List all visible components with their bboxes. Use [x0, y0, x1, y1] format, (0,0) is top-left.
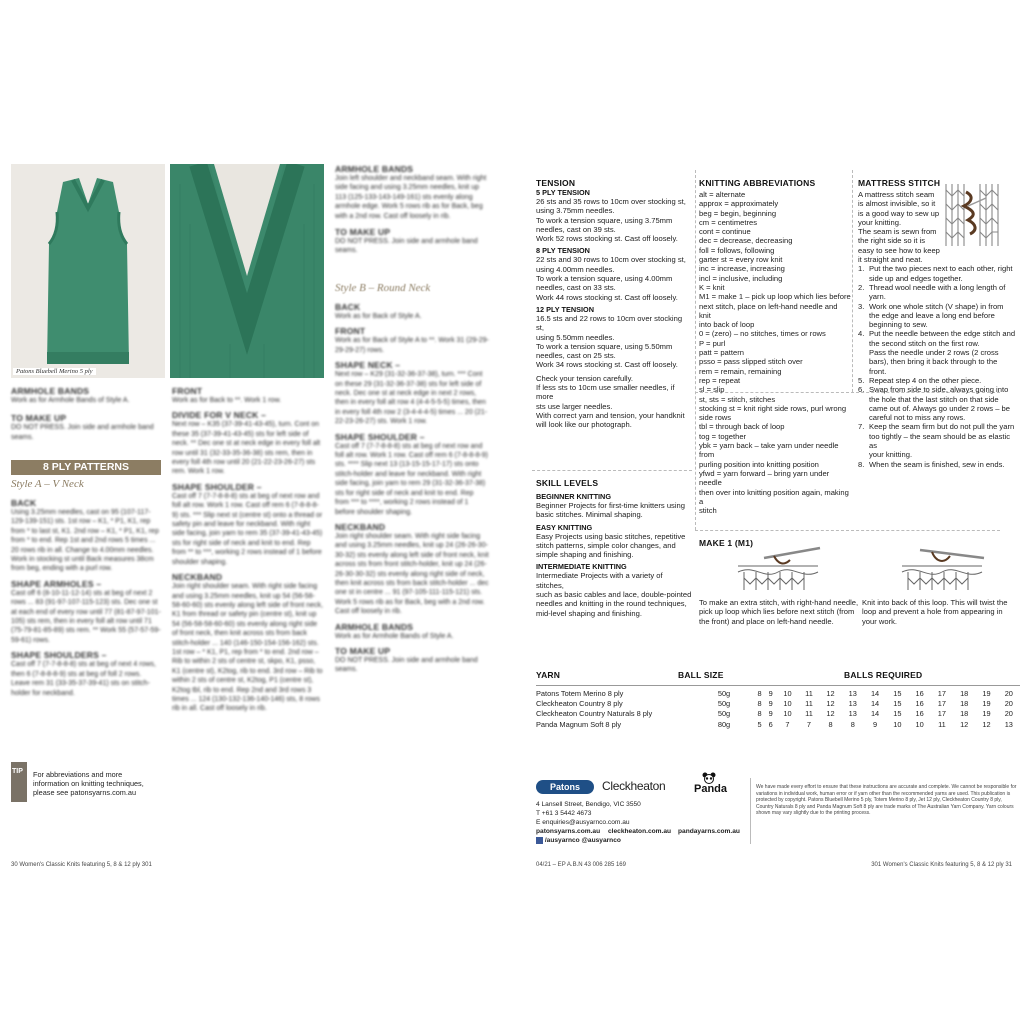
mattress-step-line: Keep the seam firm but do not pull the yarn [869, 422, 1015, 432]
abbreviation-line: psso = pass slipped stitch over [699, 357, 803, 367]
mattress-step-line: the hole that the last stitch on that side [869, 394, 999, 404]
yarn-balls-count: 18 [960, 709, 969, 719]
yarn-balls-count: 9 [768, 688, 773, 698]
yarn-balls-count: 15 [893, 688, 902, 698]
pattern-banner-label: 8 PLY PATTERNS [43, 461, 129, 473]
mattress-step-line: the second stitch on the first row. [869, 338, 980, 348]
shape-armholes-text: Cast off 6 (8-10-11-12-14) sts at beg of next 2 rows ... 83 (91-97-107-115-123) sts. Dec one st at each end of every row until 77 (81-87-97-101-105) sts rem, then in every foll alt row until 71 (75-79-81-85-89) sts rem. ** Work 55 (57-57-59-59-61) rows. [11, 589, 161, 644]
easy-line-3: simple shaping and finishing. [536, 550, 634, 560]
abbreviation-line: P = purl [699, 338, 726, 348]
style-a-heading: Style A – V Neck [11, 478, 84, 490]
yarn-balls-count: 17 [937, 709, 947, 719]
mattress-step [858, 302, 1018, 330]
yarn-balls-count: 20 [1004, 688, 1013, 698]
yarn-balls-count: 13 [848, 709, 857, 719]
tension-check-line-3: sts use larger needles. [536, 401, 613, 411]
yarn-name: Cleckheaton Country Naturals 8 ply [536, 709, 653, 719]
make1-illustration-right [898, 546, 986, 592]
intermediate-line-1: Intermediate Projects with a variety of stitches, [536, 571, 663, 590]
left-column-1 [11, 386, 161, 442]
yarn-balls-count: 20 [1004, 709, 1013, 719]
social-handles[interactable]: /ausyarnco @ausyarnco [544, 837, 621, 844]
yarn-balls-count: 10 [783, 709, 792, 719]
intermediate-line-3: needles and knitting in the round techniques, [536, 599, 687, 609]
make1-right-text [862, 598, 1018, 626]
armhole-bands-heading: ARMHOLE BANDS [11, 386, 90, 396]
yarn-balls-count: 8 [757, 688, 762, 698]
yarn-name: Cleckheaton Country 8 ply [536, 699, 623, 709]
yarn-balls-count: 8 [757, 709, 762, 719]
abbreviation-line: stocking st = knit right side rows, purl wrong [699, 403, 847, 413]
shape-neck-heading: SHAPE NECK – [335, 360, 401, 371]
mattress-step-line: Put the needle between the edge stitch and [869, 329, 1016, 339]
yarn-row [536, 688, 1020, 698]
mattress-intro-line: easy to see how to keep [858, 245, 940, 255]
make1-left-text [699, 598, 859, 626]
back-b-text: Work as for Back of Style A. [335, 313, 422, 320]
yarn-balls-count: 17 [937, 699, 947, 709]
contact-address: 4 Lansell Street, Bendigo, VIC 3550 [536, 801, 641, 808]
abbreviations-section [699, 176, 851, 515]
left-column-1-body [11, 498, 161, 698]
yarn-balls-count: 17 [937, 688, 947, 698]
yarn-balls-count: 18 [960, 688, 969, 698]
yarn-balls-count: 16 [915, 709, 924, 719]
front-b-text: Work as for Back of Style A to **. Work 31 (29-29-29-29-27) rows. [335, 337, 489, 354]
armhole-bands-b2-heading: ARMHOLE BANDS [335, 621, 414, 632]
beginner-line-2: basic stitches. Minimal shaping. [536, 510, 643, 520]
tension-check-line-4: With correct yarn and tension, your handknit [536, 410, 685, 420]
tension-12ply-line-3: To work a tension square, using 5.50mm [536, 341, 673, 351]
footer-code: 04/21 – EP A.B.N 43 006 285 169 [536, 862, 626, 868]
yarn-balls-count: 19 [982, 688, 991, 698]
yarn-ball-size: 50g [717, 699, 731, 709]
abbreviation-line: purling position into knitting position [699, 459, 819, 469]
shape-shoulder-heading: SHAPE SHOULDER – [172, 481, 262, 492]
yarn-balls-count: 9 [768, 699, 773, 709]
mattress-step [858, 385, 1018, 422]
mattress-step [858, 283, 1018, 302]
tension-8ply-line-2: using 4.00mm needles. [536, 264, 615, 274]
intermediate-line-4: mid-level shaping and finishing. [536, 608, 642, 618]
make-up-b2-text: DO NOT PRESS. Join side and armhole band seams. [335, 656, 478, 674]
mattress-step-line: beginning to sew. [869, 320, 928, 330]
mattress-step [858, 329, 1018, 375]
shape-shoulder-b-heading: SHAPE SHOULDER – [335, 431, 425, 442]
tension-check-line-2: If less sts to 10cm use smaller needles, if more [536, 383, 675, 402]
make1-right-line-2: loop and prevent a hole from appearing in [862, 607, 1003, 617]
intermediate-heading: INTERMEDIATE KNITTING [536, 562, 627, 572]
make-up-b-text: DO NOT PRESS. Join side and armhole band seams. [335, 238, 478, 255]
left-page [0, 158, 512, 874]
make-up-b2-heading: TO MAKE UP [335, 645, 391, 656]
shape-shoulder-text: Cast off 7 (7-7-8-8-8) sts at beg of next row and foll alt row. Work 1 row. Cast off rem 6 (7-8-8-8-9) sts. *** Slip next st (centre st) onto a thread or safety pin and leave for neckband. With right side facing, join yarn to rem 35 (37-39-41-43-45) sts for right side of neck and knit to end. Rep from ** to ***, working 2 rows instead of 1 before shoulder shaping. [172, 492, 323, 566]
yarn-balls-count: 8 [828, 719, 833, 729]
left-column-2 [172, 386, 324, 714]
yarn-row [536, 719, 1020, 729]
balls-required-heading: BALLS REQUIRED [844, 670, 923, 680]
right-page [512, 158, 1024, 874]
make1-right-line-3: your work. [862, 616, 898, 626]
mattress-step-line: came out of. Always go under 2 rows – be [869, 403, 1010, 413]
abbreviation-line: inc = increase, increasing [699, 264, 785, 274]
tension-check-line-1: Check your tension carefully. [536, 373, 633, 383]
back-heading: BACK [11, 498, 37, 508]
yarn-balls-count: 16 [915, 688, 924, 698]
yarn-balls-count: 10 [915, 719, 924, 729]
yarn-balls-count: 12 [826, 699, 835, 709]
yarn-balls-count: 11 [805, 709, 813, 719]
neckband-b-text: Join right shoulder seam. With right side facing and using 3.25mm needles, knit up 24 (26-26-30-30-32) sts evenly along left side of front neck, knit across sts from front stitch-holder, knit up 24 (26-26-30-30-32) sts evenly along right side of neck, then knit across sts from back stitch-holder ... dec one st in centre ... 91 (97-105-111-115-121) sts. Work 5 rows rib as for Back, beg with a 2nd row. Cast off loosely in rib. [335, 532, 489, 616]
mattress-step-line: Pass the needle under 2 rows (2 cross [869, 348, 999, 358]
ballsize-col-heading: BALL SIZE [678, 670, 724, 680]
mattress-step-line: the edge and leave a long end before [869, 310, 995, 320]
mattress-step-number: 4. [858, 329, 865, 339]
abbreviation-line: cm = centimetres [699, 217, 758, 227]
mattress-step-number: 3. [858, 301, 865, 311]
shape-shoulders-text: Cast off 7 (7-7-8-8-8) sts at beg of next 4 rows, then 6 (7-8-8-8-9) sts at beg of foll 2 rows. Leave rem 31 (33-35-37-39-41) sts on stitch-holder for neckband. [11, 661, 156, 697]
beginner-line-1: Beginner Projects for first-time knitters using [536, 501, 685, 510]
mattress-step-line: Repeat step 4 on the other piece. [869, 375, 982, 385]
neckband-heading: NECKBAND [172, 572, 223, 583]
mattress-intro-line: is almost invisible, so it [858, 199, 936, 209]
make-up-text: DO NOT PRESS. Join side and armhole band seams. [11, 424, 154, 441]
mattress-step-number: 5. [858, 375, 865, 385]
tension-8ply-line-4: needles, cast on 33 sts. [536, 283, 616, 293]
make1-illustration-left [734, 546, 822, 592]
yarn-balls-count: 7 [806, 719, 812, 729]
mattress-step-line: front. [869, 366, 887, 376]
abbreviation-line: M1 = make 1 – pick up loop which lies before [699, 292, 851, 302]
mattress-step [858, 376, 1018, 385]
panda-logo-text: Panda [694, 783, 728, 795]
shape-armholes-heading: SHAPE ARMHOLES – [11, 578, 102, 589]
yarn-balls-count: 13 [848, 688, 857, 698]
mattress-step-line: yarn. [869, 292, 886, 302]
yarn-balls-count: 19 [982, 709, 991, 719]
yarn-ball-size: 50g [717, 709, 731, 719]
abbreviation-line: into back of loop [699, 320, 755, 330]
yarn-balls-count: 10 [783, 699, 792, 709]
abbreviation-line: approx = approximately [699, 199, 779, 209]
yarn-balls-count: 8 [757, 699, 762, 709]
make-up-b-heading: TO MAKE UP [335, 227, 391, 238]
yarn-balls-count: 12 [982, 719, 991, 729]
tip-text-1: For abbreviations and more [33, 770, 123, 779]
yarn-balls-count: 12 [960, 719, 969, 729]
tension-12ply-line-2: using 5.50mm needles. [536, 332, 615, 342]
yarn-balls-count: 10 [893, 719, 902, 729]
abbreviation-line: incl = inclusive, including [699, 273, 783, 283]
pattern-banner [11, 460, 161, 475]
abbreviations-list [699, 190, 851, 515]
abbreviation-line: K = knit [699, 282, 725, 292]
yarn-balls-count: 12 [826, 688, 835, 698]
easy-heading: EASY KNITTING [536, 522, 593, 532]
shape-shoulders-heading: SHAPE SHOULDERS – [11, 650, 107, 661]
armhole-bands-b2-text: Work as for Armhole Bands of Style A. [335, 632, 454, 640]
style-b-heading: Style B – Round Neck [335, 282, 431, 294]
neckband-b-heading: NECKBAND [335, 521, 386, 532]
abbreviation-line: next stitch, place on left-hand needle and knit [699, 301, 838, 320]
intermediate-line-2: such as basic cables and lace, double-pointed [536, 590, 692, 600]
abbreviation-line: sl = slip [699, 385, 725, 395]
patons-logo-text: Patons [549, 782, 580, 792]
abbreviation-line: stitch [699, 506, 717, 516]
yarn-ball-size: 50g [717, 688, 731, 698]
yarn-balls-count: 12 [826, 709, 835, 719]
yarn-balls-count: 14 [870, 699, 880, 709]
mattress-intro-line: The seam is sewn from [858, 227, 937, 237]
mattress-step-number: 6. [858, 385, 865, 395]
make1-left-line-1: To make an extra stitch, with right-hand needle, [699, 598, 859, 607]
yarn-name: Patons Totem Merino 8 ply [536, 688, 624, 698]
front-b-heading: FRONT [335, 326, 366, 337]
tension-5ply-line-5: Work 52 rows stocking st. Cast off loosely. [536, 234, 678, 244]
photo-caption: Patons Bluebell Merino 5 ply [13, 368, 96, 375]
mattress-step-number: 1. [858, 264, 865, 274]
abbreviation-line: then over into knitting position again, making a [699, 487, 849, 506]
mattress-intro-line: it straight and neat. [858, 255, 923, 265]
tip-text-2: information on knitting techniques, [33, 779, 144, 789]
yarn-balls-count: 15 [893, 709, 902, 719]
tip-badge [11, 762, 27, 802]
yarn-balls-count: 19 [982, 699, 991, 709]
tension-12ply-line-5: Work 34 rows stocking st. Cast off loosely. [536, 360, 678, 370]
contact-email[interactable]: E enquiries@ausyarnco.com.au [536, 819, 630, 826]
tension-section [536, 176, 692, 430]
abbreviation-line: foll = follows, following [699, 245, 775, 255]
disclaimer: We have made every effort to ensure that these instructions are accurate and complete. We cannot be responsible for variations in individual work, human error or if yarn other than the recommended yarns are used. This publication is protected by copyright. Patons Bluebell Merino 5 ply, Totem Merino 8 ply, Jet 12 ply, Cleckheaton Country 8 ply, Country Naturals 8 ply and Panda Magnum Soft 8 ply are trade marks of The Australian Yarn Company. Yarn colours shown may vary slightly due to the printing process. [756, 784, 1017, 817]
tension-8ply-line-5: Work 44 rows stocking st. Cast off loosely. [536, 292, 678, 302]
tip-text-3: please see patonsyarns.com.au [33, 788, 137, 798]
abbreviation-line: patt = pattern [699, 348, 744, 358]
link-cleckheaton[interactable]: cleckheaton.com.au [608, 828, 672, 835]
brand-strip [536, 778, 742, 798]
yarn-balls-count: 5 [757, 719, 762, 729]
abbreviation-line: 0 = (zero) – no stitches, times or rows [699, 329, 826, 339]
mattress-step [858, 460, 1018, 469]
abbreviation-line: ybk = yarn back – take yarn under needle from [699, 441, 839, 460]
mattress-step-line: Swap from side to side, always going into [869, 385, 1009, 395]
yarn-balls-count: 8 [850, 719, 855, 729]
tension-5ply-line-4: needles, cast on 39 sts. [536, 224, 616, 234]
armhole-bands-b-text: Join left shoulder and neckband seam. With right side facing and using 3.25mm needles, knit up 113 (125-133-143-149-161) sts evenly along armhole edge. Work 5 rows rib as for Back, beg with a 2nd row. Cast off loosely in rib. [335, 175, 487, 220]
make-up-heading: TO MAKE UP [11, 413, 67, 424]
mattress-intro-line: the right side so it is [858, 236, 926, 246]
tension-8ply-heading: 8 PLY TENSION [536, 246, 590, 256]
yarn-balls-count: 11 [938, 719, 946, 729]
skill-section [536, 476, 692, 618]
mattress-steps [858, 264, 1018, 469]
abbreviation-line: side rows [699, 413, 732, 423]
armhole-bands-b-heading: ARMHOLE BANDS [335, 164, 414, 174]
armhole-bands-text: Work as for Armhole Bands of Style A. [11, 397, 130, 404]
yarn-rows [536, 688, 1020, 730]
abbreviation-line: dec = decrease, decreasing [699, 236, 793, 246]
abbreviation-line: beg = begin, beginning [699, 208, 777, 218]
yarn-balls-count: 15 [893, 699, 902, 709]
neckline-photo [170, 164, 324, 378]
tension-5ply-heading: 5 PLY TENSION [536, 188, 590, 197]
yarn-balls-count: 7 [785, 719, 790, 729]
back-b-heading: BACK [335, 302, 361, 312]
yarn-balls-count: 10 [783, 688, 792, 698]
mattress-step-line: careful not to miss any rows. [869, 413, 966, 423]
tension-12ply-heading: 12 PLY TENSION [536, 304, 594, 314]
mattress-intro-line: A mattress stitch seam [858, 190, 935, 199]
yarn-balls-count: 13 [1004, 719, 1013, 729]
mattress-step-number: 7. [858, 422, 865, 432]
mattress-step-line: side up and edges together. [869, 273, 963, 283]
tip-box [11, 762, 161, 806]
divide-heading: DIVIDE FOR V NECK – [172, 410, 267, 421]
mattress-intro-line: is a good way to sew up [858, 208, 940, 218]
tension-5ply-line-2: using 3.75mm needles. [536, 206, 615, 216]
front-text: Work as for Back to **. Work 1 row. [172, 397, 282, 404]
make1-left-line-3: the front) and place on left-hand needle. [699, 616, 834, 626]
mattress-heading: MATTRESS STITCH [858, 178, 941, 188]
yarn-row [536, 698, 1020, 708]
easy-line-1: Easy Projects using basic stitches, repetitive [536, 531, 686, 541]
vest-photo [11, 164, 165, 378]
yarn-table [536, 670, 1020, 730]
mattress-step-line: When the seam is finished, sew in ends. [869, 459, 1005, 469]
mattress-intro-line: your knitting. [858, 217, 902, 227]
facebook-icon[interactable] [536, 837, 543, 844]
mattress-step-number: 2. [858, 282, 865, 292]
left-footer: 30 Women's Classic Knits featuring 5, 8 & 12 ply 301 [11, 862, 152, 868]
neckband-text: Join right shoulder seam. With right side facing and using 3.25mm needles, knit up 54 (56-58-58-60-60) sts evenly along left side of front neck, K1 from thread or safety pin (centre st), knit up 54 (56-58-58-60-60) sts evenly along right side of front neck, then knit across sts from back stitch-holder ... 140 (146-150-154-156-162) sts. 1st row – * K1, P1, rep from * to end. 2nd row – Rib to within 2 sts of centre st, skpo, K1, psso, K1 (centre st), K2tog, rib to end. 3rd row – Rib to within 2 sts of centre st, K2tog, P1 (centre st), K2tog tbl, rib to end. Rep 2nd and 3rd rows 3 times ... 124 (130-132-136-140-146) sts, 8 rows rib in all. Cast off loosely in rib. [172, 583, 323, 713]
shape-shoulder-b-text: Cast off 7 (7-7-8-8-8) sts at beg of next row and foll alt row. Work 1 row. Cast off rem 6 (7-8-8-8-9) sts. **** Slip next 13 (13-15-15-17-17) sts onto stitch-holder and leave for neckband. With right side facing, join yarn to rem 29 (31-32-36-37-38) sts for right side of neck and knit to end. Rep from *** to ****, working 2 rows instead of 1 before shoulder shaping. [335, 442, 489, 516]
yarn-balls-count: 13 [848, 699, 857, 709]
tension-8ply-line-3: To work a tension square, using 4.00mm [536, 274, 673, 284]
tension-12ply-line-1: 16.5 sts and 22 rows to 10cm over stocking st, [536, 313, 683, 333]
abbreviation-line: rem = remain, remaining [699, 366, 782, 376]
front-heading: FRONT [172, 386, 203, 396]
yarn-balls-count: 11 [805, 688, 813, 698]
divide-text: Next row – K35 (37-39-41-43-45), turn. Cont on these 35 (37-39-41-43-45) sts for left side of neck. ** Dec one st at neck edge in every foll alt row until 31 (32-33-35-36-38) sts rem, then in every foll 4th row until 20 (21-22-23-26-27) sts rem. Work 1 row. [172, 421, 321, 476]
make1-left-line-2: pick up loop which lies before next stitch (from [699, 607, 855, 617]
right-footer: 301 Women's Classic Knits featuring 5, 8 & 12 ply 31 [871, 862, 1012, 868]
beginner-heading: BEGINNER KNITTING [536, 492, 611, 501]
yarn-row [536, 709, 1020, 719]
tip-label: TIP [12, 768, 23, 775]
left-column-3 [335, 164, 489, 256]
yarn-balls-count: 14 [870, 709, 880, 719]
mattress-step-line: bars), then bring it back through to the [869, 357, 998, 367]
make1-heading: MAKE 1 (M1) [699, 538, 754, 548]
yarn-ball-size: 80g [717, 719, 731, 729]
link-panda[interactable]: pandayarns.com.au [678, 828, 740, 835]
yarn-balls-count: 16 [915, 699, 924, 709]
mattress-step-line: Put the two pieces next to each other, right [869, 264, 1013, 274]
abbreviations-heading: KNITTING ABBREVIATIONS [699, 178, 816, 188]
make1-right-line-1: Knit into back of this loop. This will twist the [862, 598, 1008, 607]
abbreviation-line: st, sts = stitch, stitches [699, 394, 776, 404]
abbreviation-line: cont = continue [699, 227, 751, 237]
mattress-step-line: your knitting. [869, 450, 913, 460]
yarn-balls-count: 6 [768, 719, 773, 729]
abbreviation-line: tog = together [699, 431, 747, 441]
contact-phone: T +61 3 5442 4673 [536, 810, 592, 817]
patons-logo [536, 780, 594, 794]
back-text: Using 3.25mm needles, cast on 95 (107-117-129-139-151) sts. 1st row – K1, * P1, K1, rep from * to last st, K1. 2nd row – K1, * P1, K1, rep from * to end. Rep 1st and 2nd rows 5 times ... 20 rows rib in all. Change to 4.00mm needles. Work in stocking st until Back measures 38cm from beg, ending with a purl row. [11, 509, 159, 573]
abbreviation-line: alt = alternate [699, 190, 746, 199]
tension-5ply-line-1: 26 sts and 35 rows to 10cm over stocking st, [536, 197, 686, 206]
yarn-name: Panda Magnum Soft 8 ply [536, 719, 622, 729]
yarn-balls-count: 20 [1004, 699, 1013, 709]
panda-logo [694, 772, 738, 798]
mattress-step-line: too tightly – the seam should be as elastic as [869, 431, 1010, 451]
yarn-col-heading: YARN [536, 670, 561, 680]
cleckheaton-logo: Cleckheaton [602, 779, 666, 793]
yarn-balls-count: 9 [873, 719, 878, 729]
yarn-balls-count: 11 [805, 699, 813, 709]
abbreviation-line: tbl = through back of loop [699, 422, 785, 432]
abbreviation-line: rep = repeat [699, 375, 741, 385]
yarn-balls-count: 14 [870, 688, 880, 698]
tension-8ply-line-1: 22 sts and 30 rows to 10cm over stocking st, [536, 255, 686, 265]
link-patons[interactable]: patonsyarns.com.au [536, 828, 601, 835]
shape-neck-text: Next row – K29 (31-32-36-37-38), turn. *** Cont on these 29 (31-32-36-37-38) sts for left side of neck. Dec one st at neck edge in next 2 rows, then in every foll alt row 4 (4-4-5-5-5) times, then in every foll 4th row 2 (3-4-4-4-5) times ... 20 (21-22-23-26-27) sts. Work 1 row. [335, 371, 488, 426]
left-column-3-body [335, 302, 489, 675]
abbreviation-line: garter st = every row knit [699, 255, 783, 265]
mattress-step-line: Thread wool needle with a long length of [869, 282, 1006, 292]
yarn-balls-count: 9 [768, 709, 773, 719]
mattress-step-line: Work one whole stitch (V shape) in from [869, 301, 1004, 311]
contact-block [536, 800, 746, 845]
tension-12ply-line-4: needles, cast on 25 sts. [536, 351, 616, 361]
easy-line-2: stitch patterns, simple color changes, and [536, 540, 676, 550]
abbreviation-line: yfwd = yarn forward – bring yarn under needle [699, 468, 830, 488]
mattress-step [858, 422, 1018, 459]
tension-heading: TENSION [536, 178, 576, 188]
tension-check-line-5: will look like our photograph. [536, 420, 632, 430]
skill-heading: SKILL LEVELS [536, 478, 599, 488]
mattress-step [858, 264, 1018, 283]
mattress-illustration [942, 182, 1004, 248]
yarn-balls-count: 18 [960, 699, 969, 709]
mattress-step-number: 8. [858, 459, 865, 469]
tension-5ply-line-3: To work a tension square, using 3.75mm [536, 215, 673, 225]
